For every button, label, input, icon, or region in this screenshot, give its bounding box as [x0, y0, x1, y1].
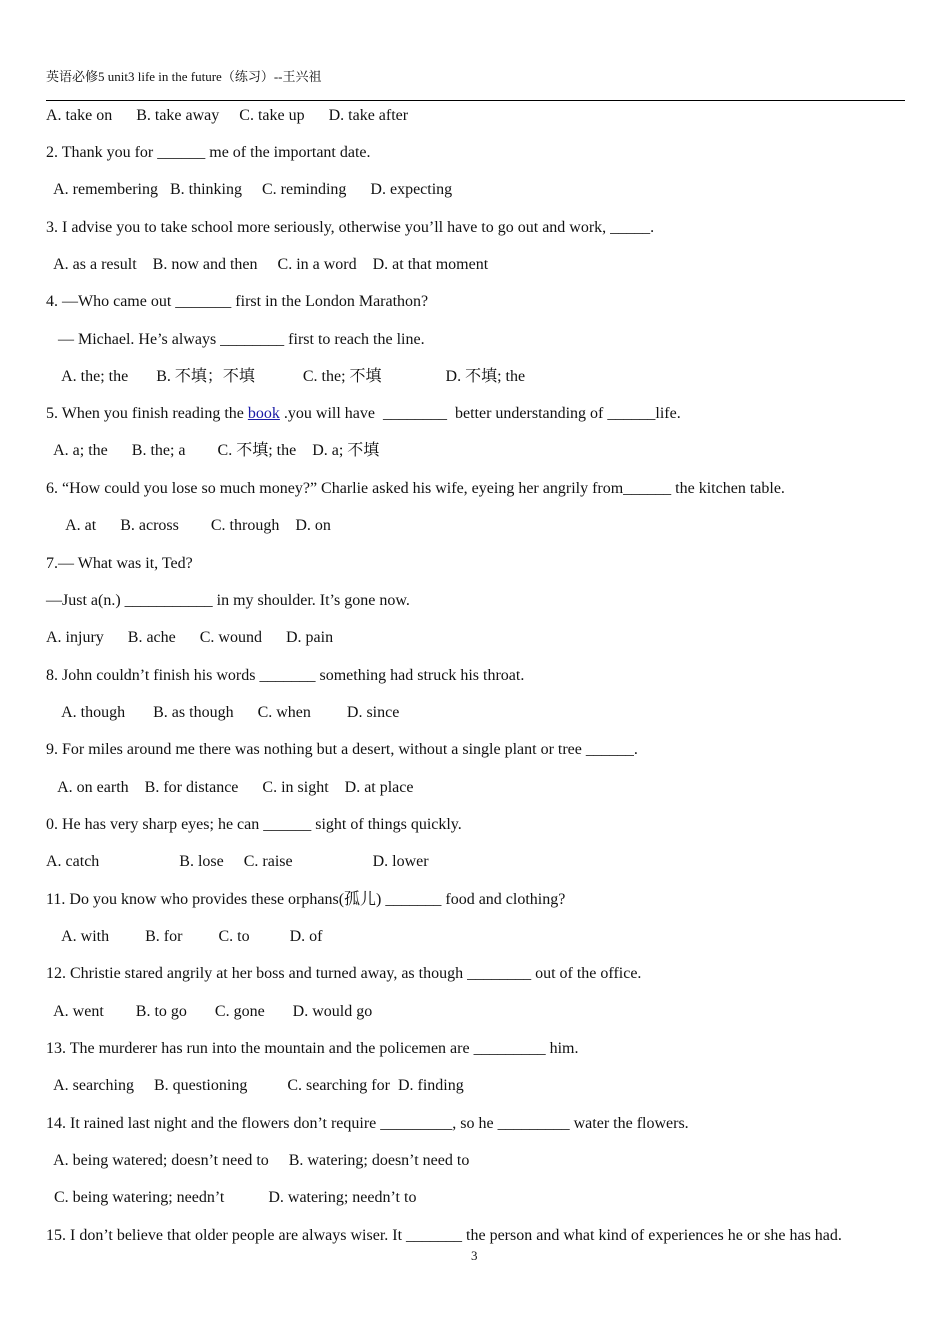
- text-line: 12. Christie stared angrily at her boss and turned away, as though ________ out of the office.: [46, 965, 642, 982]
- text-line: 2. Thank you for ______ me of the important date.: [46, 144, 371, 161]
- text-line: A. the; the B. 不填；不填 C. the; 不填 D. 不填; the: [46, 368, 526, 385]
- text-line: 15. I don’t believe that older people are always wiser. It _______ the person and what kind of experiences he or she has had.: [46, 1227, 842, 1244]
- text-line: 6. “How could you lose so much money?” Charlie asked his wife, eyeing her angrily from______ the kitchen table.: [46, 480, 785, 497]
- q5-text-after: .you will have ________ better understanding of ______life.: [279, 405, 681, 422]
- text-line: A. take on B. take away C. take up D. take after: [46, 107, 409, 124]
- text-line: — Michael. He’s always ________ first to reach the line.: [46, 331, 425, 348]
- text-line: A. went B. to go C. gone D. would go: [46, 1003, 373, 1020]
- text-line: 3. I advise you to take school more seriously, otherwise you’ll have to go out and work, _____.: [46, 219, 655, 236]
- q5-text-before: 5. When you finish reading the: [46, 405, 248, 422]
- text-line: 11. Do you know who provides these orphans(孤儿) _______ food and clothing?: [46, 891, 566, 908]
- text-line: 0. He has very sharp eyes; he can ______ sight of things quickly.: [46, 816, 462, 833]
- text-line: A. being watered; doesn’t need to B. watering; doesn’t need to: [46, 1152, 470, 1169]
- text-line: A. as a result B. now and then C. in a word D. at that moment: [46, 256, 489, 273]
- text-line: 9. For miles around me there was nothing but a desert, without a single plant or tree ______.: [46, 741, 638, 758]
- text-line: 4. —Who came out _______ first in the London Marathon?: [46, 293, 429, 310]
- text-line: 7.— What was it, Ted?: [46, 555, 193, 572]
- text-line: 14. It rained last night and the flowers don’t require _________, so he _________ water the flowers.: [46, 1115, 689, 1132]
- text-line: A. a; the B. the; a C. 不填; the D. a; 不填: [46, 442, 380, 459]
- text-line: —Just a(n.) ___________ in my shoulder. It’s gone now.: [46, 592, 410, 609]
- text-line: A. with B. for C. to D. of: [46, 928, 323, 945]
- document-header: 英语必修5 unit3 life in the future（练习）--王兴祖: [46, 69, 322, 84]
- question-line-5: [46, 404, 681, 424]
- text-line: 8. John couldn’t finish his words _______ something had struck his throat.: [46, 667, 525, 684]
- text-line: A. remembering B. thinking C. reminding D. expecting: [46, 181, 453, 198]
- book-link[interactable]: book: [247, 405, 280, 422]
- text-line: C. being watering; needn’t D. watering; needn’t to: [46, 1189, 417, 1206]
- text-line: A. searching B. questioning C. searching for D. finding: [46, 1077, 464, 1094]
- text-line: A. at B. across C. through D. on: [46, 517, 331, 534]
- text-line: A. catch B. lose C. raise D. lower: [46, 853, 429, 870]
- text-line: 13. The murderer has run into the mountain and the policemen are _________ him.: [46, 1040, 579, 1057]
- text-line: A. though B. as though C. when D. since: [46, 704, 400, 721]
- header-divider: [46, 100, 905, 101]
- text-line: A. on earth B. for distance C. in sight D. at place: [46, 779, 414, 796]
- text-line: A. injury B. ache C. wound D. pain: [46, 629, 334, 646]
- page-number: 3: [471, 1248, 478, 1263]
